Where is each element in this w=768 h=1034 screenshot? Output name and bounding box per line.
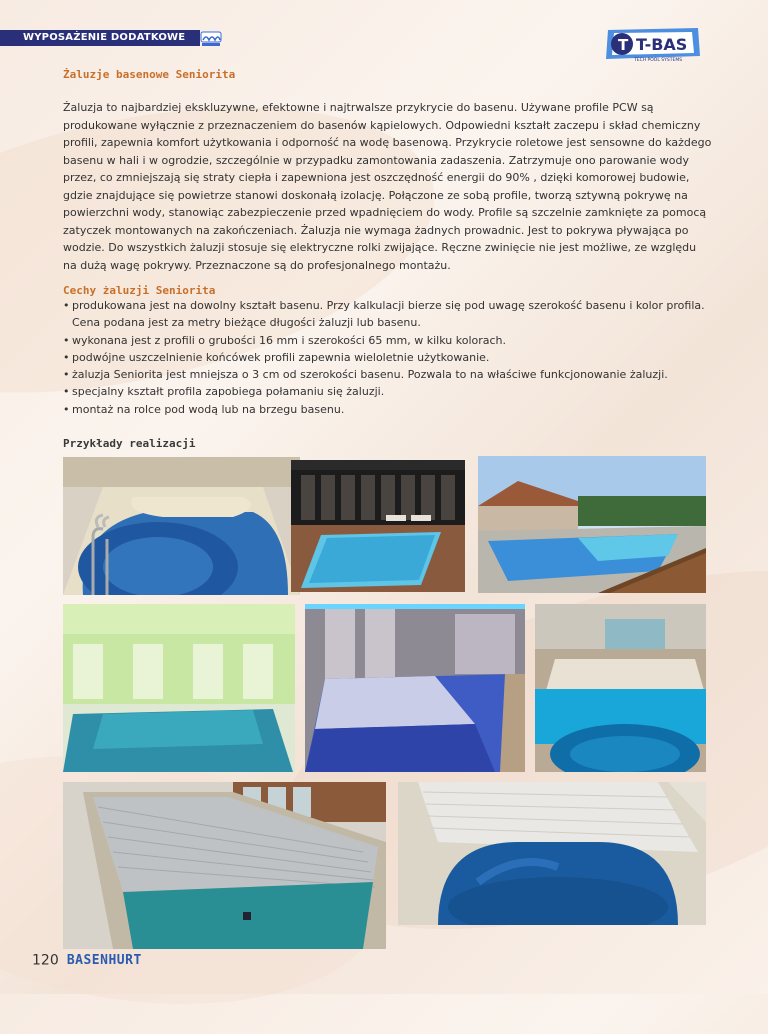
list-item: • specjalny kształt profila zapobiega połamaniu się żaluzji. [63,383,723,400]
logo-text: T-BAS [636,35,688,54]
svg-text:T: T [618,36,629,54]
realization-photo [535,604,706,772]
realization-photo [305,604,525,772]
article [63,68,723,450]
magazine-name: BASENHURT [66,953,142,968]
realization-photo [398,782,706,925]
article-title: Żaluzje basenowe Seniorita [63,68,236,81]
features-title: Cechy żaluzji Seniorita [63,284,216,297]
section-label: WYPOSAŻENIE DODATKOWE [0,30,200,46]
basenhurt-mini-logo [200,29,222,47]
logo-tagline: TECH POOL SYSTEMS [634,58,683,63]
list-item: • montaż na rolce pod wodą lub na brzegu basenu. [63,401,723,418]
intro-paragraph: Żaluzja to najbardziej ekskluzywne, efektowne i najtrwalsze przykrycie do basenu. Używane profile PCW są produkowane wyłącznie z przeznaczeniem do basenów kąpielowych. Odpowiedni kształt zaczepu i skład chemiczny profili, zapewnia komfort użytkowania i odporność na wodę basenową. Przykrycie roletowe jest sensowne do każdego basenu w hali i w ogrodzie, szczególnie w przypadku zamontowania zadaszenia. Zatrzymuje ono parowanie wody przez, co zmniejszają się straty ciepła i zapewniona jest oszczędność energii do 90% , dzięki komorowej budowie, gdzie znajdujące się powietrze stanowi doskonałą izolację. Połączone ze sobą profile, tworzą sztywną pokrywę na powierzchni wody, stanowiąc zabezpieczenie przed wpadnięciem do wody. Profile są szczelnie zamknięte za pomocą zatyczek montowanych na zakończeniach. Żaluzja nie wymaga żadnych prowadnic. Jest to pokrywa pływająca po wodzie. Do wszystkich żaluzji stosuje się elektryczne rolki zwijające. Ręczne zwinięcie nie jest możliwe, ze względu na dużą wagę pokrywy. Przeznaczone są do profesjonalnego montażu. [63,101,712,272]
page-number: 120 [32,952,59,969]
list-item: • podwójne uszczelnienie końcówek profili zapewnia wieloletnie użytkowanie. [63,349,723,366]
list-item: • wykonana jest z profili o grubości 16 mm i szerokości 65 mm, w kilku kolorach. [63,332,723,349]
realization-photo [291,460,465,592]
tbas-logo [600,26,704,64]
realization-photo [478,456,706,593]
examples-title: Przykłady realizacji [63,437,196,451]
features-list [63,297,723,418]
realization-photo [63,782,386,949]
realization-photo [63,457,300,595]
page-footer [32,950,142,970]
list-item: Cena podana jest za metry bieżące długości żaluzji lub basenu. [72,316,421,330]
realization-photo [63,604,295,772]
list-item: • produkowana jest na dowolny kształt basenu. Przy kalkulacji bierze się pod uwagę szerokość basenu i kolor profila. [63,297,723,314]
list-item: • żaluzja Seniorita jest mniejsza o 3 cm od szerokości basenu. Pozwala to na właściwe funkcjonowanie żaluzji. [63,366,723,383]
